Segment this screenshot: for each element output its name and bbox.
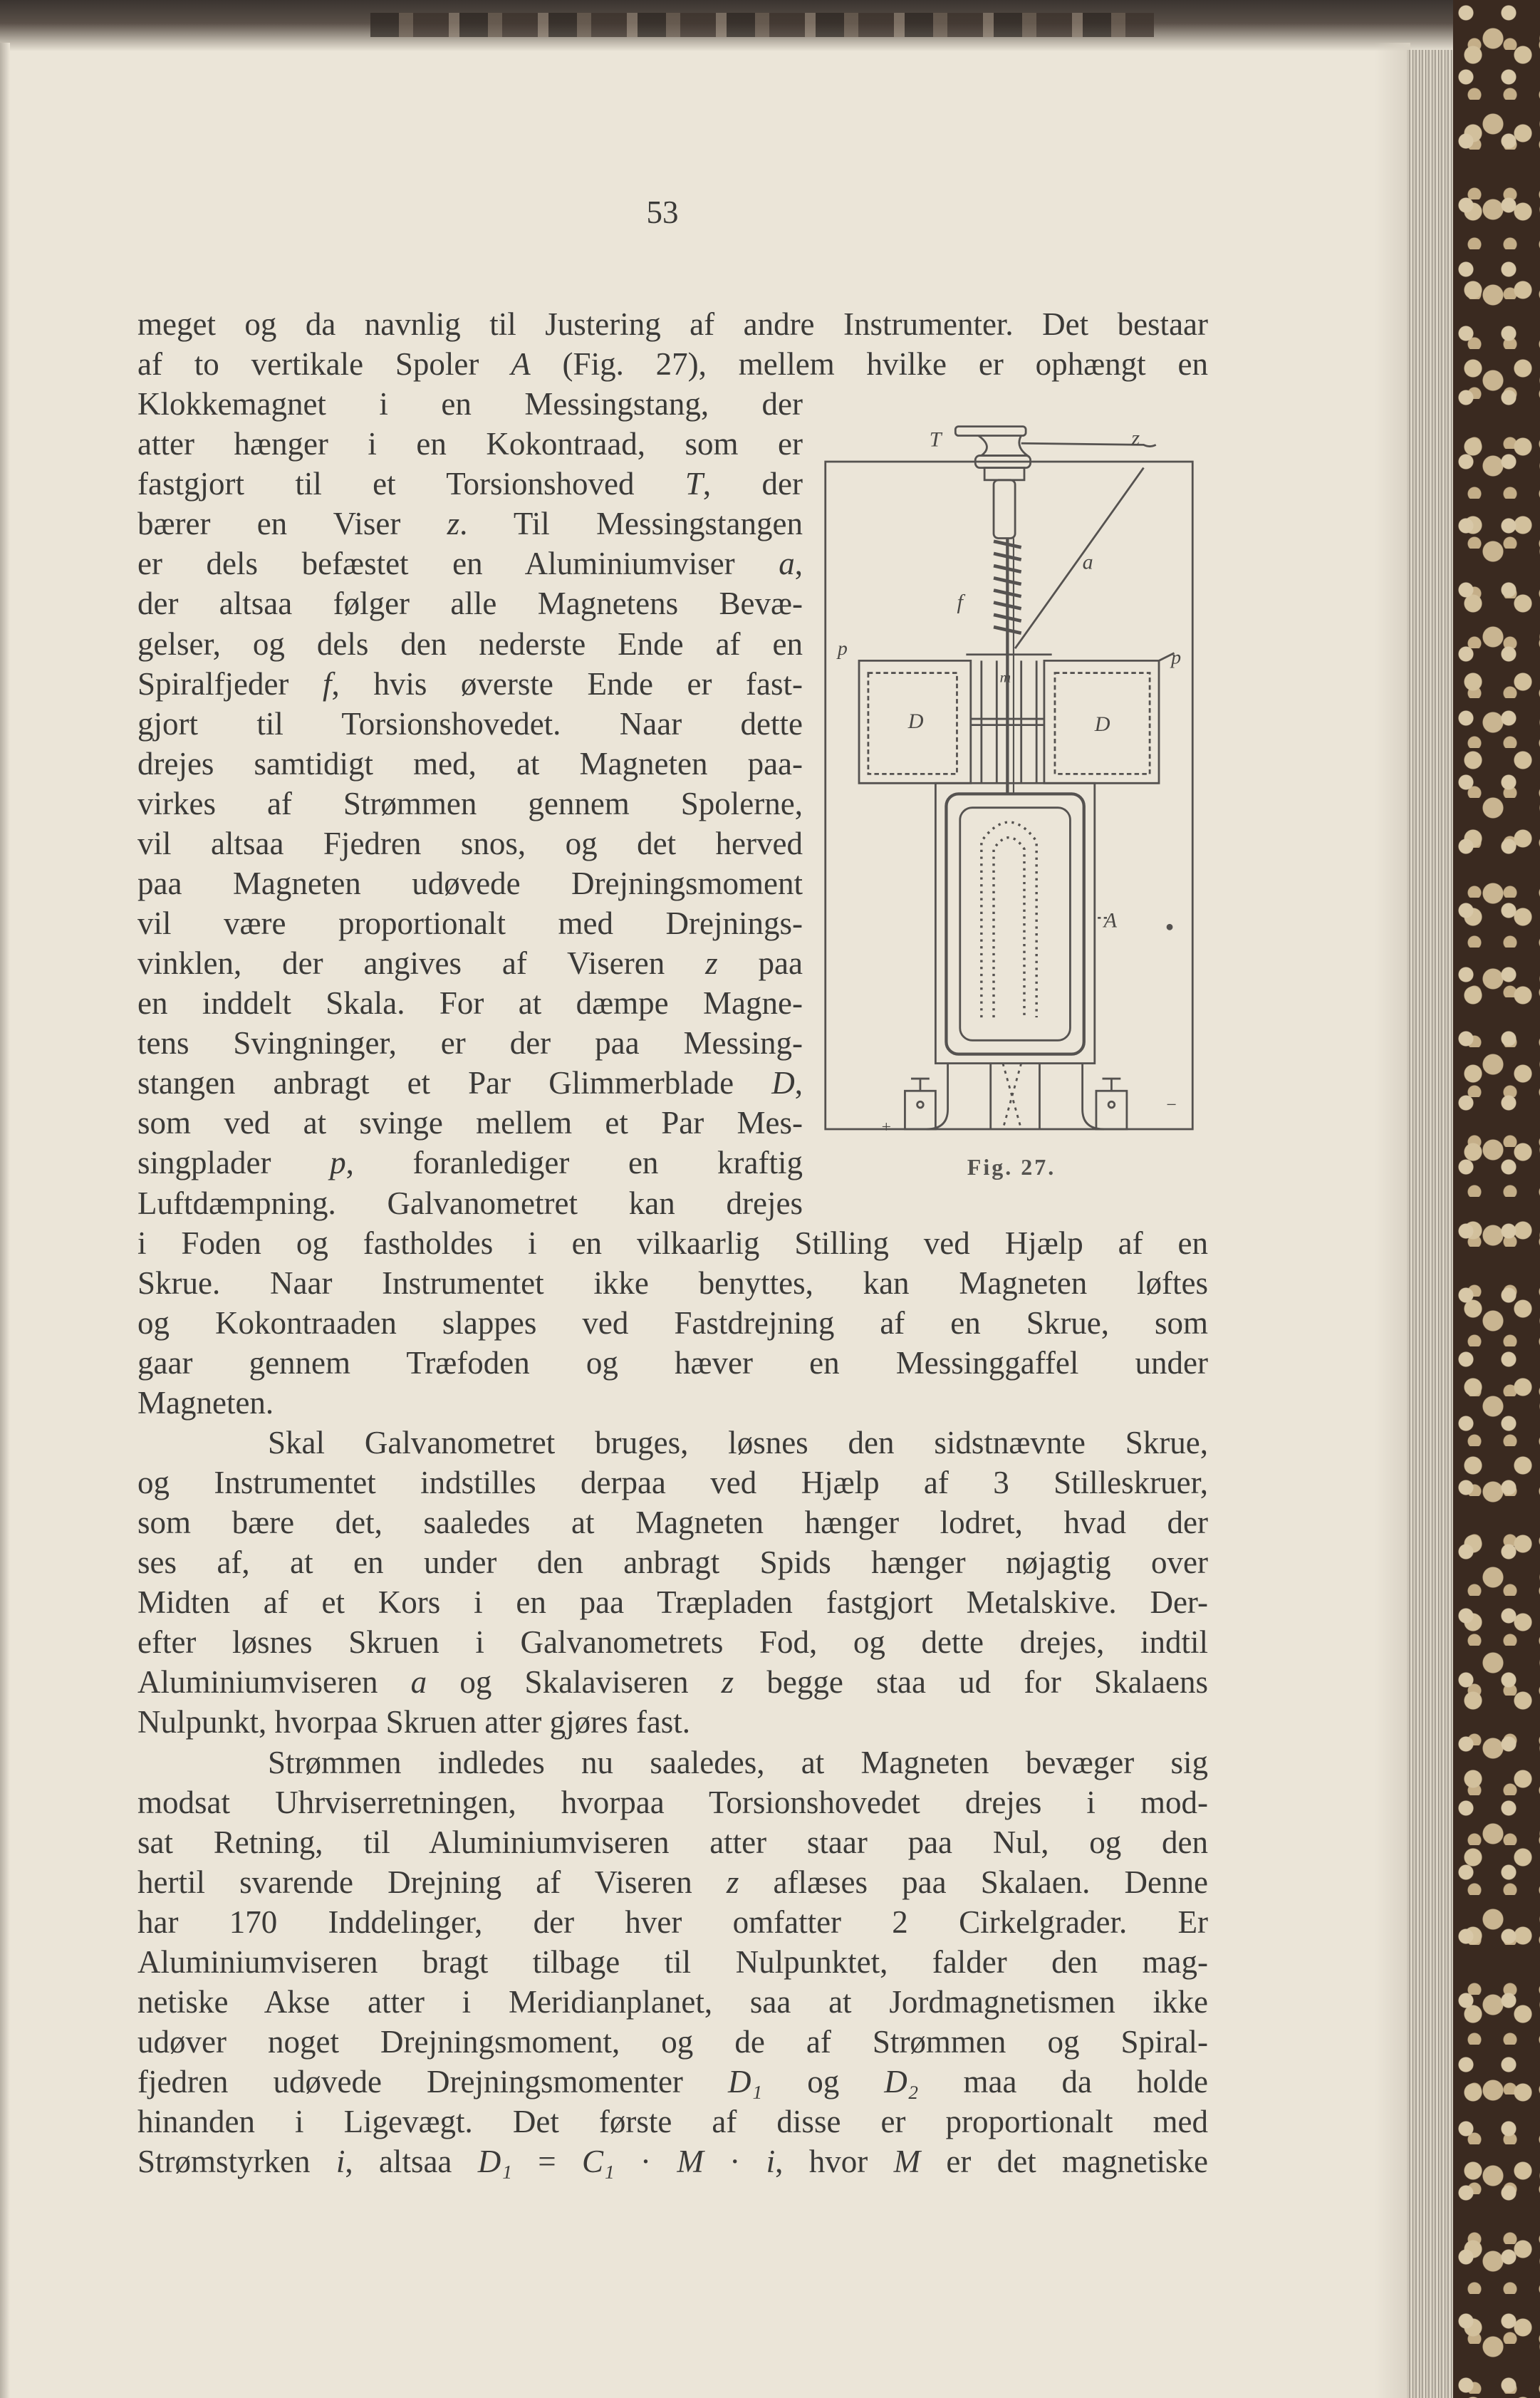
foot-left <box>927 1064 948 1129</box>
label-minus: − <box>1165 1094 1177 1116</box>
text-run: stangen anbragt et Par Glimmerblade <box>137 1065 772 1101</box>
italic-symbol: M <box>893 2144 921 2180</box>
page-number: 53 <box>646 194 679 230</box>
text-line <box>137 1702 1208 1742</box>
label-m: m <box>999 668 1011 686</box>
text-run: gjort til Torsionshovedet. Naar dette <box>137 705 803 742</box>
text-line <box>137 504 803 544</box>
text-run: som ved at svinge mellem et Par Mes- <box>137 1105 803 1141</box>
label-T: T <box>929 427 942 452</box>
label-D-left: D <box>907 708 924 733</box>
text-run: Strømmen indledes nu saaledes, at Magneten bevæger sig <box>268 1744 1208 1780</box>
stem-housing <box>994 480 1015 539</box>
text-run: modsat Uhrviserretningen, hvorpaa Torsionshovedet drejes i mod- <box>137 1784 1208 1820</box>
italic-symbol: T <box>685 466 703 502</box>
text-run: = <box>511 2144 583 2180</box>
text-line <box>137 464 803 504</box>
text-line <box>137 1223 1208 1263</box>
torsion-head-base <box>984 468 1024 480</box>
text-line <box>137 304 1208 344</box>
text-run: atter hænger i en Kokontraad, som er <box>137 426 803 462</box>
text-run: er dels befæstet en Aluminiumviser <box>137 546 779 582</box>
text-line <box>137 1942 1208 1982</box>
pointer-a <box>1015 468 1143 649</box>
text-run: vil altsaa Fjedren snos, og det herved <box>137 825 803 861</box>
text-line <box>137 903 803 943</box>
label-plus: + <box>880 1118 893 1137</box>
coil-winding-outer <box>946 794 1083 1054</box>
text-run: Strømstyrken <box>137 2144 336 2180</box>
text-run: . Til Messingstangen <box>459 506 803 542</box>
text-line <box>137 1103 803 1143</box>
terminal-minus <box>1096 1091 1127 1129</box>
text-run: , altsaa <box>345 2144 478 2180</box>
terminal-plus <box>905 1091 935 1129</box>
galvanometer-figure <box>818 420 1200 1140</box>
text-run: Aluminiumviseren <box>137 1664 411 1701</box>
torsion-head-neck <box>979 435 1028 455</box>
italic-symbol: D₁ <box>477 2144 512 2180</box>
foot-right <box>1083 1064 1104 1129</box>
text-run: af to vertikale Spoler <box>137 346 511 383</box>
text-line <box>137 1063 803 1103</box>
text-run: Nulpunkt, hvorpaa Skruen atter gjøres fast. <box>137 1704 691 1740</box>
italic-symbol: M <box>677 2144 704 2180</box>
text-line <box>137 1622 1208 1662</box>
text-line <box>137 1183 803 1223</box>
italic-symbol: D₁ <box>727 2064 763 2100</box>
text-run: virkes af Strømmen gennem Spolerne, <box>137 785 803 821</box>
label-p-left: p <box>837 637 848 660</box>
text-line <box>137 1463 1208 1502</box>
text-line <box>137 983 803 1023</box>
italic-symbol: C₁ <box>582 2144 615 2180</box>
pillar <box>991 1064 1040 1129</box>
italic-symbol: i <box>335 2144 345 2180</box>
text-line <box>137 784 803 824</box>
text-run: som bære det, saaledes at Magneten hænger lodret, hvad der <box>137 1505 1208 1541</box>
text-run: , der <box>702 466 803 502</box>
text-run: gelser, og dels den nederste Ende af en <box>137 626 803 662</box>
bell-magnet <box>982 822 1036 1017</box>
label-a: a <box>1082 549 1093 574</box>
text-run: , <box>794 546 803 582</box>
text-run: , foranlediger en kraftig <box>345 1145 803 1181</box>
text-run: ses af, at en under den anbragt Spids hænger nøjagtig over <box>137 1545 1208 1581</box>
text-line <box>268 1743 1208 1782</box>
text-line <box>137 1902 1208 1942</box>
text-run: vil være proportionalt med Drejnings- <box>137 905 803 942</box>
text-run: , hvor <box>775 2144 894 2180</box>
text-line <box>137 1343 1208 1383</box>
text-run: Midten af et Kors i en paa Træpladen fastgjort Metalskive. Der- <box>137 1584 1208 1621</box>
text-line <box>137 384 803 424</box>
text-run: og Kokontraaden slappes ved Fastdrejning af en Skrue, som <box>137 1304 1208 1341</box>
text-run: bærer en Viser <box>137 506 447 542</box>
text-line <box>137 344 1208 384</box>
label-p-right: p <box>1171 646 1182 669</box>
text-line <box>137 704 803 744</box>
text-run: meget og da navnlig til Justering af andre Instrumenter. Det bestaar <box>137 306 1208 342</box>
text-run: har 170 Inddelinger, der hver omfatter 2 Cirkelgrader. Er <box>137 1904 1208 1940</box>
text-line <box>137 2142 1208 2181</box>
text-line <box>137 1982 1208 2022</box>
text-run: hinanden i Ligevægt. Det første af disse er proportionalt med <box>137 2104 1208 2140</box>
italic-symbol: z <box>447 506 460 542</box>
text-run: Aluminiumviseren bragt tilbage til Nulpunktet, falder den mag- <box>137 1943 1208 1980</box>
italic-symbol: f <box>323 665 332 702</box>
text-run: , <box>794 1065 803 1101</box>
book-top-edge <box>0 0 1540 51</box>
text-line <box>137 2102 1208 2142</box>
text-line <box>137 863 803 903</box>
text-line <box>137 624 803 664</box>
page-gutter-shadow <box>1375 43 1410 2398</box>
text-run: der altsaa følger alle Magnetens Bevæ- <box>137 586 803 622</box>
text-line <box>137 1303 1208 1343</box>
text-run: en inddelt Skala. For at dæmpe Magne- <box>137 985 803 1022</box>
italic-symbol: p <box>330 1145 346 1181</box>
italic-symbol: A <box>511 346 531 383</box>
text-run: , hvis øverste Ende er fast- <box>331 665 803 702</box>
text-run: tens Svingninger, er der paa Messing- <box>137 1025 803 1062</box>
text-run: paa Magneten udøvede Drejningsmoment <box>137 865 803 901</box>
text-line <box>137 1782 1208 1822</box>
text-run: Spiralfjeder <box>137 665 323 702</box>
text-line <box>137 1143 803 1183</box>
text-run: fjedren udøvede Drejningsmomenter <box>137 2064 728 2100</box>
text-run: paa <box>717 945 803 982</box>
text-run: Skrue. Naar Instrumentet ikke benyttes, kan Magneten løftes <box>137 1265 1208 1301</box>
text-run: netiske Akse atter i Meridianplanet, saa at Jordmagnetismen ikke <box>137 1983 1208 2020</box>
text-line <box>137 1582 1208 1622</box>
label-f: f <box>957 589 963 614</box>
italic-symbol: z <box>726 1864 739 1900</box>
italic-symbol: a <box>779 546 795 582</box>
text-run: i Foden og fastholdes i en vilkaarlig Stilling ved Hjælp af en <box>137 1225 1208 1261</box>
text-run: og Skalaviseren <box>427 1664 722 1701</box>
italic-symbol: z <box>721 1664 734 1701</box>
torsion-head-knob <box>955 427 1026 436</box>
text-run: begge staa ud for Skalaens <box>734 1664 1208 1701</box>
text-run: Luftdæmpning. Galvanometret kan drejes <box>137 1185 803 1221</box>
page-left-edge <box>0 43 10 2398</box>
italic-symbol: i <box>766 2144 776 2180</box>
text-run: vinklen, der angives af Viseren <box>137 945 706 982</box>
text-line <box>137 1862 1208 1902</box>
book-page-edges <box>1407 50 1457 2398</box>
text-run: er det magnetiske <box>920 2144 1208 2180</box>
text-run: · <box>703 2144 766 2180</box>
figure-caption: Fig. 27. <box>967 1154 1056 1180</box>
label-z: z <box>1131 425 1140 450</box>
text-line <box>137 1822 1208 1862</box>
text-run: gaar gennem Træfoden og hæver en Messinggaffel under <box>137 1344 1208 1381</box>
text-line <box>137 424 803 464</box>
text-run: (Fig. 27), mellem hvilke er ophængt en <box>530 346 1208 383</box>
text-line <box>137 1502 1208 1542</box>
text-run: sat Retning, til Aluminiumviseren atter staar paa Nul, og den <box>137 1824 1208 1860</box>
text-line <box>137 1662 1208 1702</box>
text-run: Skal Galvanometret bruges, løsnes den sidstnævnte Skrue, <box>268 1424 1208 1460</box>
italic-symbol: z <box>705 945 718 982</box>
text-run: Klokkemagnet i en Messingstang, der <box>137 386 803 422</box>
text-run: og <box>762 2064 885 2100</box>
text-line <box>137 583 803 623</box>
book-cover-edge <box>1453 0 1540 2398</box>
text-line <box>137 1023 803 1063</box>
text-run: hertil svarende Drejning af Viseren <box>137 1864 727 1900</box>
text-run: · <box>614 2144 677 2180</box>
label-A: A <box>1103 908 1118 933</box>
text-run: fastgjort til et Torsionshoved <box>137 466 685 502</box>
text-run: drejes samtidigt med, at Magneten paa- <box>137 745 803 782</box>
text-line <box>137 544 803 583</box>
text-run: maa da holde <box>918 2064 1208 2100</box>
coil-winding-inner <box>960 808 1071 1041</box>
text-line <box>137 744 803 784</box>
text-line <box>137 1263 1208 1303</box>
text-line <box>137 2022 1208 2062</box>
text-line <box>137 824 803 863</box>
text-run: efter løsnes Skruen i Galvanometrets Fod, og dette drejes, indtil <box>137 1624 1208 1661</box>
italic-symbol: D <box>771 1065 795 1101</box>
text-run: aflæses paa Skalaen. Denne <box>739 1864 1208 1900</box>
label-D-right: D <box>1094 712 1110 737</box>
text-line <box>137 2062 1208 2102</box>
text-line <box>137 1383 1208 1423</box>
text-run: Magneten. <box>137 1384 274 1421</box>
text-line <box>137 1542 1208 1582</box>
text-line <box>268 1423 1208 1463</box>
text-run: og Instrumentet indstilles derpaa ved Hjælp af 3 Stilleskruer, <box>137 1465 1208 1501</box>
italic-symbol: D₂ <box>884 2064 919 2100</box>
italic-symbol: a <box>410 1664 427 1701</box>
text-line <box>137 664 803 704</box>
text-line <box>137 943 803 983</box>
text-run: udøver noget Drejningsmoment, og de af Strømmen og Spiral- <box>137 2024 1208 2060</box>
text-run: singplader <box>137 1145 331 1181</box>
